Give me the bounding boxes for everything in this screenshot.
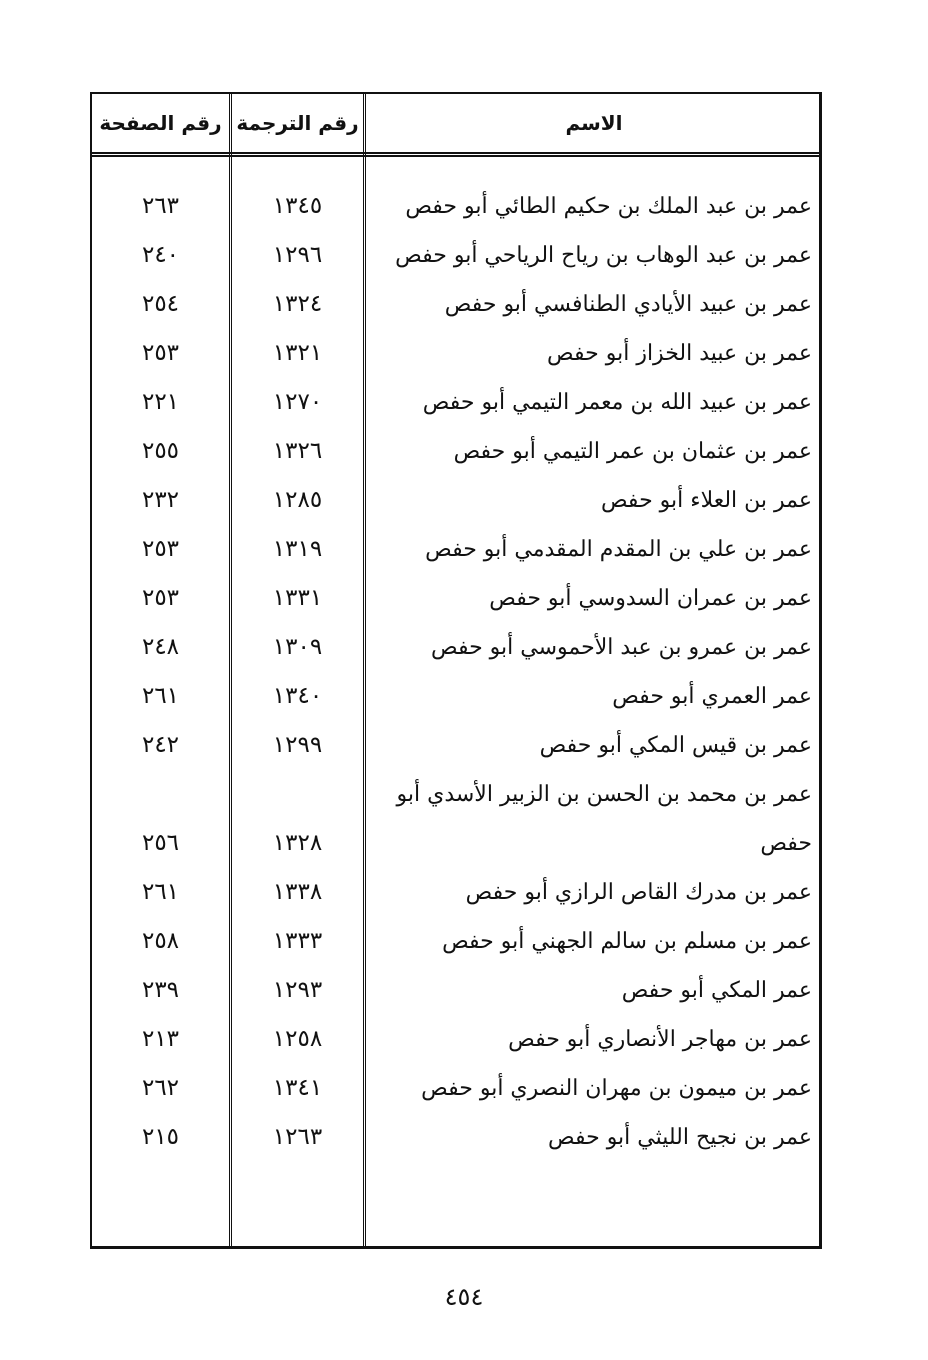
table-row: [92, 231, 819, 280]
entry-number-cell: ١٢٩٦: [272, 242, 323, 268]
entry-number-cell: ١٣٢٦: [272, 438, 323, 464]
entry-number-cell: ١٣٣٣: [272, 928, 323, 954]
name-cell: عمر بن العلاء أبو حفص: [600, 488, 812, 513]
page-number-cell: ٢٥٤: [141, 291, 180, 317]
name-cell: عمر المكي أبو حفص: [621, 978, 812, 1003]
page-number-cell: ٢٥٣: [141, 536, 180, 562]
entry-number-cell: ١٣٠٩: [272, 634, 323, 660]
entry-number-cell: ١٣٤٥: [272, 193, 323, 219]
table-row: [92, 721, 819, 770]
page-number-cell: ٢٥٨: [141, 928, 180, 954]
table-header: [92, 94, 819, 157]
table-row: [92, 476, 819, 525]
page-number-cell: ٢٤٨: [141, 634, 180, 660]
entry-number-cell: ١٢٨٥: [272, 487, 323, 513]
table-row: [92, 525, 819, 574]
table-body: [92, 182, 819, 1162]
page-number-cell: ٢٥٥: [141, 438, 180, 464]
page-number-cell: ٢٦٣: [141, 193, 180, 219]
entry-number-cell: ١٢٧٠: [272, 389, 323, 415]
page-number-cell: ٢٦٢: [141, 1075, 180, 1101]
name-cell: عمر بن ميمون بن مهران النصري أبو حفص: [421, 1076, 812, 1101]
entry-number-cell: ١٢٦٣: [272, 1124, 323, 1150]
name-cell: عمر بن محمد بن الحسن بن الزبير الأسدي أبو حفص: [396, 782, 812, 856]
table-row: [92, 868, 819, 917]
name-cell: عمر بن مسلم بن سالم الجهني أبو حفص: [442, 929, 812, 954]
name-cell: عمر بن عبيد الأيادي الطنافسي أبو حفص: [444, 292, 812, 317]
page-number-cell: ٢١٣: [141, 1026, 180, 1052]
entry-number-cell: ١٣٣٨: [272, 879, 323, 905]
table-row: [92, 1113, 819, 1162]
name-cell: عمر بن مدرك القاص الرازي أبو حفص: [465, 880, 812, 905]
table-row: [92, 280, 819, 329]
entry-number-cell: ١٣١٩: [272, 536, 323, 562]
page-number-cell: ٢١٥: [141, 1124, 180, 1150]
page-number-cell: ٢٥٣: [141, 340, 180, 366]
entry-number-cell: ١٣٤٠: [272, 683, 323, 709]
entry-number-cell: ١٣٢٨: [272, 830, 323, 856]
name-cell: عمر بن عبد الوهاب بن رياح الرياحي أبو حفص: [395, 243, 812, 268]
header-page-number: رقم الصفحة: [99, 111, 222, 135]
table-row: [92, 966, 819, 1015]
name-cell: عمر بن عثمان بن عمر التيمي أبو حفص: [453, 439, 812, 464]
entry-number-cell: ١٣٤١: [272, 1075, 323, 1101]
page-number-cell: ٢٣٢: [141, 487, 180, 513]
name-cell: عمر بن مهاجر الأنصاري أبو حفص: [508, 1027, 812, 1052]
table-row: [92, 770, 819, 868]
page-number: ٤٥٤: [444, 1283, 484, 1311]
name-cell: عمر بن نجيح الليثي أبو حفص: [548, 1125, 812, 1150]
page-number-cell: ٢٣٩: [141, 977, 180, 1003]
index-table: [90, 92, 822, 1249]
table-row: [92, 623, 819, 672]
name-cell: عمر بن عمران السدوسي أبو حفص: [489, 586, 812, 611]
name-cell: عمر بن قيس المكي أبو حفص: [539, 733, 812, 758]
entry-number-cell: ١٢٩٩: [272, 732, 323, 758]
header-name: الاسم: [565, 111, 623, 135]
page-number-cell: ٢٦١: [141, 683, 180, 709]
table-row: [92, 427, 819, 476]
entry-number-cell: ١٣٢١: [272, 340, 323, 366]
table-row: [92, 574, 819, 623]
name-cell: عمر بن عبيد الخزاز أبو حفص: [547, 341, 812, 366]
page-number-cell: ٢٦١: [141, 879, 180, 905]
table-row: [92, 378, 819, 427]
entry-number-cell: ١٣٣١: [272, 585, 323, 611]
entry-number-cell: ١٢٥٨: [272, 1026, 323, 1052]
page-number-cell: ٢٤٠: [141, 242, 180, 268]
entry-number-cell: ١٣٢٤: [272, 291, 323, 317]
header-entry-number: رقم الترجمة: [236, 111, 359, 135]
name-cell: عمر بن عمرو بن عبد الأحموسي أبو حفص: [431, 635, 812, 660]
name-cell: عمر العمري أبو حفص: [612, 684, 812, 709]
table-row: [92, 182, 819, 231]
name-cell: عمر بن عبيد الله بن معمر التيمي أبو حفص: [422, 390, 812, 415]
table-row: [92, 1015, 819, 1064]
table-row: [92, 1064, 819, 1113]
name-cell: عمر بن عبد الملك بن حكيم الطائي أبو حفص: [405, 194, 812, 219]
name-cell: عمر بن علي بن المقدم المقدمي أبو حفص: [425, 537, 812, 562]
page-number-cell: ٢٥٣: [141, 585, 180, 611]
table-row: [92, 329, 819, 378]
page-number-cell: ٢٤٢: [141, 732, 180, 758]
table-row: [92, 917, 819, 966]
page-number-cell: ٢٥٦: [141, 830, 180, 856]
entry-number-cell: ١٢٩٣: [272, 977, 323, 1003]
table-row: [92, 672, 819, 721]
page-number-cell: ٢٢١: [141, 389, 180, 415]
